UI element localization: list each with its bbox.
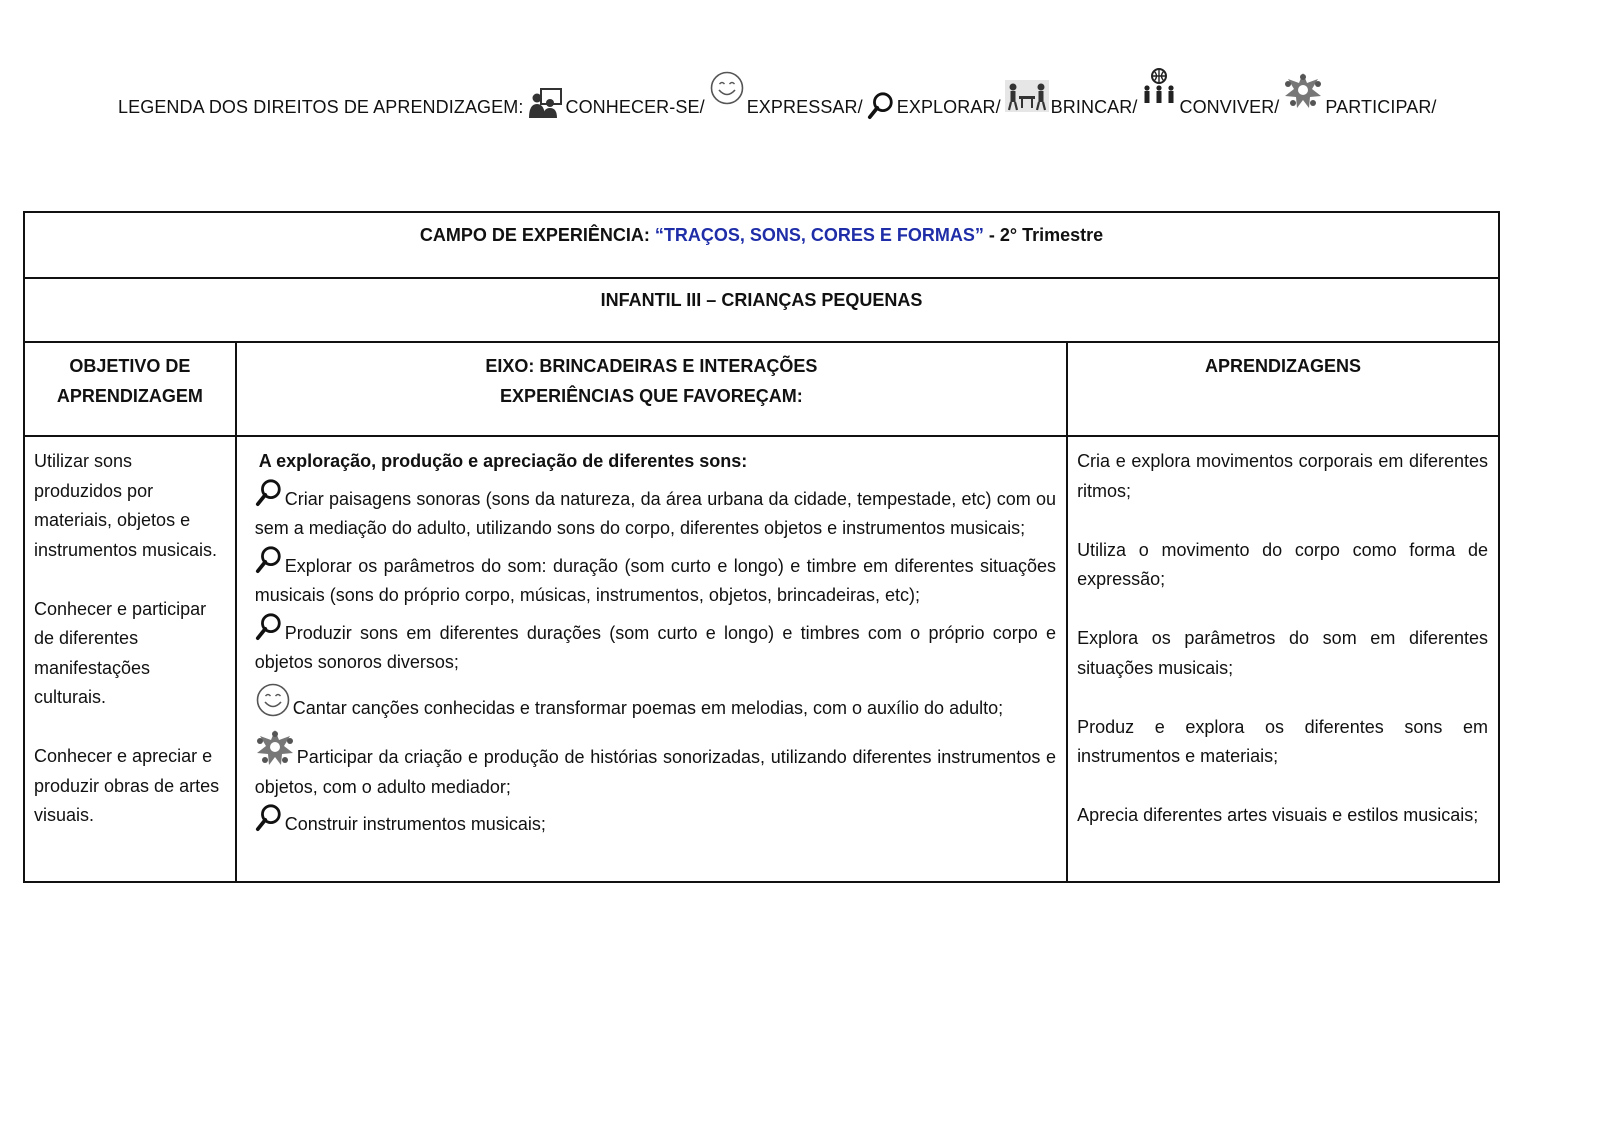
content-row — [24, 436, 1499, 882]
title-row — [24, 212, 1499, 278]
legend-label-brincar: BRINCAR/ — [1050, 97, 1138, 117]
experience-item — [255, 544, 1056, 611]
header-aprendizagens — [1067, 342, 1499, 436]
experience-item — [255, 727, 1056, 802]
experience-item — [255, 682, 1056, 724]
legend-label-conviver: CONVIVER/ — [1179, 97, 1280, 117]
experience-item — [255, 802, 1056, 840]
header-objetivo — [24, 342, 236, 436]
learning-item: Cria e explora movimentos corporais em diferentes ritmos; — [1077, 451, 1488, 501]
legend-label-participar: PARTICIPAR/ — [1325, 97, 1437, 117]
legend-label-expressar: EXPRESSAR/ — [746, 97, 863, 117]
subtitle: INFANTIL III – CRIANÇAS PEQUENAS — [600, 290, 923, 310]
experience-text: Produzir sons em diferentes durações (som curto e longo) e timbres com o próprio corpo e objetos sonoros diversos; — [254, 622, 1057, 672]
subtitle-cell — [24, 278, 1499, 342]
legend-label-explorar: EXPLORAR/ — [896, 97, 1001, 117]
star-people-icon — [1283, 70, 1323, 110]
campo-title-prefix: CAMPO DE EXPERIÊNCIA: — [419, 225, 655, 245]
experience-text: Cantar canções conhecidas e transformar poemas em melodias, com o auxílio do adulto; — [292, 697, 1004, 718]
header-eixo-line2: EXPERIÊNCIAS QUE FAVOREÇAM: — [500, 386, 803, 406]
objective-item: Conhecer e apreciar e produzir obras de artes visuais. — [34, 746, 220, 825]
kids-playing-icon — [1005, 80, 1049, 112]
magnifier-icon — [255, 802, 283, 832]
campo-title-suffix: - 2° Trimestre — [983, 225, 1104, 245]
planning-table — [23, 211, 1500, 883]
experience-text: Criar paisagens sonoras (sons da natureza, da área urbana da cidade, tempestade, etc) com ou sem a mediação do adulto, utilizando sons do corpo, diferentes objetos e instrumentos musicais; — [254, 488, 1057, 538]
campo-title — [25, 213, 1498, 246]
learnings-cell — [1067, 436, 1499, 882]
objective-item: Conhecer e participar de diferentes manifestações culturais. — [34, 598, 207, 707]
header-eixo-line1: EIXO: BRINCADEIRAS E INTERAÇÕES — [485, 356, 818, 376]
experiences-cell — [236, 436, 1067, 882]
legend-bar — [118, 66, 1437, 122]
campo-name: “TRAÇOS, SONS, CORES E FORMAS” — [654, 225, 984, 245]
magnifier-icon — [255, 611, 283, 641]
header-objetivo-line2: APRENDIZAGEM — [56, 386, 203, 406]
header-aprendizagens-label: APRENDIZAGENS — [1205, 356, 1362, 376]
header-eixo — [236, 342, 1067, 436]
experience-text: Construir instrumentos musicais; — [284, 814, 546, 834]
learning-item: Explora os parâmetros do som em diferentes situações musicais; — [1077, 628, 1488, 678]
header-objetivo-line1: OBJETIVO DE — [69, 356, 191, 376]
experiences-lead: A exploração, produção e apreciação de diferentes sons: — [258, 451, 748, 471]
globe-family-icon — [1141, 68, 1177, 104]
magnifier-icon — [867, 90, 895, 120]
smiley-face-icon — [709, 70, 745, 106]
header-row — [24, 342, 1499, 436]
legend-item-participar — [1279, 70, 1436, 122]
legend-item-conviver — [1137, 68, 1279, 122]
magnifier-icon — [255, 544, 283, 574]
people-board-icon — [527, 88, 563, 120]
legend-lead: LEGENDA DOS DIREITOS DE APRENDIZAGEM: — [118, 97, 524, 117]
magnifier-icon — [255, 477, 283, 507]
learning-item: Produz e explora os diferentes sons em instrumentos e materiais; — [1077, 716, 1488, 766]
objective-item: Utilizar sons produzidos por materiais, objetos e instrumentos musicais. — [34, 451, 218, 560]
legend-item-explorar — [863, 90, 1001, 122]
experience-item — [255, 611, 1056, 678]
objectives-cell — [24, 436, 236, 882]
campo-title-cell — [24, 212, 1499, 278]
star-people-icon — [255, 727, 295, 767]
learning-item: Utiliza o movimento do corpo como forma de expressão; — [1077, 539, 1488, 589]
subtitle-row — [24, 278, 1499, 342]
legend-label-conhecer: CONHECER-SE/ — [565, 97, 705, 117]
smiley-face-icon — [255, 682, 291, 718]
learning-item: Aprecia diferentes artes visuais e estilos musicais; — [1077, 805, 1479, 825]
experience-text: Participar da criação e produção de histórias sonorizadas, utilizando diferentes instrumentos e objetos, com o adulto mediador; — [254, 747, 1057, 797]
legend-item-expressar — [705, 70, 863, 122]
experience-text: Explorar os parâmetros do som: duração (som curto e longo) e timbre em diferentes situações musicais (sons do próprio corpo, músicas, instrumentos, objetos, brincadeiras, etc); — [254, 555, 1057, 605]
experience-item — [255, 477, 1056, 544]
legend-item-conhecer — [523, 88, 704, 122]
legend-item-brincar — [1001, 80, 1138, 122]
